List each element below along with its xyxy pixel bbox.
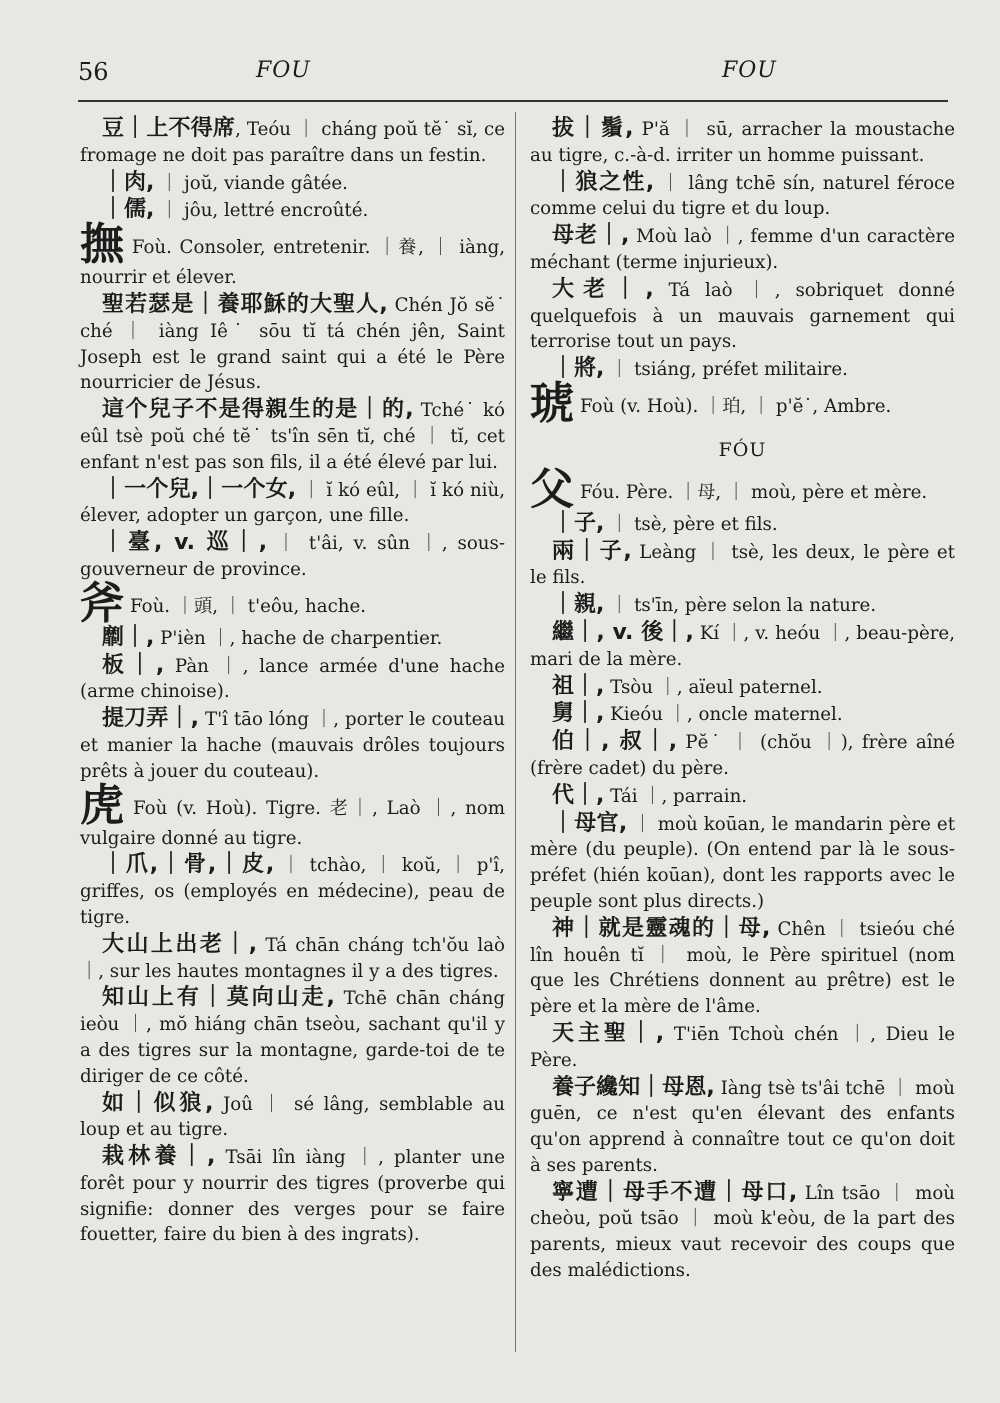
- dictionary-entry: [80, 397, 505, 475]
- entry-text: Pàn ｜, lance armée d'une hache (arme chinoise).: [80, 655, 506, 703]
- dictionary-entry: [80, 932, 505, 985]
- chinese-phrase: ｜子,: [552, 510, 605, 536]
- chinese-phrase: 伯｜, 叔｜,: [552, 729, 678, 755]
- entry-text: ｜ jôu, lettré encroûté.: [154, 200, 369, 222]
- dictionary-entry: [80, 1144, 505, 1248]
- chinese-phrase: ｜臺, v. 巡｜,: [102, 530, 268, 556]
- entry-text: Tá laò ｜, sobriquet donné quelquefois à un mauvais garnement qui terrorise tout un pays.: [530, 279, 955, 353]
- headword-entry: [530, 463, 955, 515]
- section-heading: FÓU: [718, 438, 767, 461]
- entry-text: Iàng tsè ts'âi tchē ｜ moù guēn, ce n'est qu'en élevant des enfants qu'on apprend à connaître tout ce qu'on doit à ses parents.: [530, 1077, 955, 1176]
- dictionary-entry: [530, 674, 955, 701]
- dictionary-entry: [530, 1021, 955, 1074]
- dictionary-entry: [80, 706, 505, 784]
- chinese-phrase: 大老｜,: [552, 276, 654, 302]
- dictionary-entry: [80, 625, 505, 652]
- entry-text: Foù (v. Hoù). Tigre. 老｜, Laò ｜, nom vulgaire donné au tigre.: [80, 797, 505, 849]
- chinese-phrase: 如｜似狼,: [102, 1090, 214, 1116]
- entry-text: ｜ joŭ, viande gâtée.: [154, 172, 348, 194]
- entry-text: Tá chān cháng tch'ŏu laò ｜, sur les hautes montagnes il y a des tigres.: [80, 934, 505, 982]
- entry-text: Tché˙ kó eûl tsè poŭ ché tĕ˙ ts'în sēn tĭ, ché ｜ tĭ, cet enfant n'est pas son fils, il a été élevé par lui.: [80, 400, 506, 473]
- dictionary-entry: [530, 1075, 955, 1179]
- headword-character: 琥: [530, 377, 574, 429]
- chinese-phrase: 祖｜,: [552, 673, 605, 699]
- chinese-phrase: 板｜,: [102, 652, 165, 678]
- page-header: [78, 58, 948, 98]
- dictionary-entry: [530, 539, 955, 592]
- entry-text: ｜ ts'īn, père selon la nature.: [604, 595, 877, 617]
- running-headword-right: FOU: [722, 58, 777, 83]
- dictionary-entry: [530, 1180, 955, 1284]
- dictionary-entry: [530, 592, 955, 619]
- headword-entry: [80, 219, 506, 291]
- chinese-phrase: 劘｜,: [102, 624, 155, 650]
- chinese-phrase: 知山上有｜莫向山走,: [102, 985, 335, 1011]
- dictionary-entry: [80, 116, 505, 169]
- entry-text: Pĕ˙ ｜ (chŏu ｜), frère aîné (frère cadet) du père.: [530, 732, 955, 779]
- dictionary-entry: [530, 729, 955, 782]
- entry-text: ｜ t'âi, v. sûn ｜, sous-gouverneur de province.: [80, 533, 505, 580]
- entry-text: Kí ｜, v. heóu ｜, beau-père, mari de la mère.: [530, 622, 955, 670]
- dictionary-entry: [530, 511, 955, 538]
- headword-character: 斧: [80, 577, 124, 629]
- entry-text: Kieóu ｜, oncle maternel.: [604, 704, 843, 726]
- chinese-phrase: ｜將,: [552, 356, 605, 382]
- headword-character: 父: [530, 463, 574, 515]
- chinese-phrase: 豆｜上不得席: [102, 116, 236, 141]
- chinese-phrase: 養子纔知｜母恩,: [552, 1074, 715, 1100]
- dictionary-entry: [530, 116, 955, 169]
- chinese-phrase: 拔｜鬚,: [552, 116, 634, 141]
- entry-text: ｜ tchào, ｜ koŭ, ｜ p'î, griffes, os (employés en médecine), peau de tigre.: [80, 855, 505, 928]
- chinese-phrase: 這个兒子不是得親生的是｜的,: [102, 397, 414, 423]
- dictionary-entry: [530, 356, 955, 383]
- chinese-phrase: 繼｜, v. 後｜,: [552, 619, 694, 645]
- dictionary-entry: [80, 292, 505, 396]
- entry-text: T'iēn Tchoù chén ｜, Dieu le Père.: [530, 1023, 955, 1071]
- chinese-phrase: 大山上出老｜,: [102, 931, 258, 957]
- dictionary-entry: [80, 653, 505, 706]
- entry-text: Tchē chān cháng ieòu ｜, mŏ hiáng chān tseòu, sachant qu'il y a des tigres sur la montagne, garde-toi de te diriger de ce côté.: [80, 988, 506, 1087]
- dictionary-entry: [80, 530, 505, 583]
- headword-entry: [80, 577, 505, 629]
- entry-text: Foù. Consoler, entretenir. ｜養, ｜ iàng, nourrir et élever.: [80, 237, 506, 289]
- page-number: 56: [78, 58, 109, 86]
- entry-text: Moù laò ｜, femme d'un caractère méchant (terme injurieux).: [530, 226, 956, 273]
- chinese-phrase: ｜一个兒,｜一个女,: [102, 476, 297, 502]
- left-column: [80, 116, 505, 1249]
- entry-text: Foù. ｜頭, ｜ t'eôu, hache.: [130, 595, 367, 617]
- entry-text: Tái ｜, parrain.: [604, 785, 748, 807]
- dictionary-entry: [530, 916, 955, 1020]
- dictionary-entry: [530, 811, 955, 915]
- chinese-phrase: ｜肉,: [102, 169, 155, 195]
- headword-entry: [530, 377, 955, 429]
- entry-text: ｜ tsiáng, préfet militaire.: [604, 359, 848, 381]
- dictionary-entry: [80, 985, 505, 1089]
- entry-text: Tsāi lîn iàng ｜, planter une forêt pour y nourrir des tigres (proverbe qui signifie: donner des verges pour se faire fouetter, faire du bien à des ingrats).: [80, 1147, 506, 1246]
- dictionary-entry: [80, 197, 505, 224]
- dictionary-entry: [530, 701, 955, 728]
- chinese-phrase: ｜親,: [552, 592, 605, 618]
- entry-text: P'ièn ｜, hache de charpentier.: [154, 627, 443, 649]
- dictionary-entry: [530, 783, 955, 810]
- running-headword-left: FOU: [256, 58, 311, 83]
- headword-character: 虎: [80, 779, 128, 831]
- entry-text: Fóu. Père. ｜母, ｜ moù, père et mère.: [580, 481, 928, 503]
- header-rule: [78, 100, 948, 102]
- chinese-phrase: ｜母官,: [552, 810, 628, 836]
- entry-text: Chén Jŏ sĕ˙ ché ｜ iàng Iê˙ sōu tĭ tá chén jên, Saint Joseph est le grand saint qui a été le Père nourricier de Jésus.: [80, 294, 505, 394]
- dictionary-entry: [530, 620, 955, 673]
- headword-entry: [80, 779, 505, 852]
- chinese-phrase: 聖若瑟是｜養耶穌的大聖人,: [102, 291, 388, 317]
- chinese-phrase: 神｜就是靈魂的｜母,: [552, 915, 771, 941]
- entry-text: Leàng ｜ tsè, les deux, le père et le fils.: [530, 541, 955, 589]
- entry-text: ｜ tsè, père et fils.: [604, 513, 778, 535]
- entry-text: ｜ moù koūan, le mandarin père et mère (du peuple). (On entend par là le sous-préfet (hién koūan), dont les rapports avec le peuple sont plus directs.): [530, 813, 955, 912]
- chinese-phrase: 提刀弄｜,: [102, 706, 199, 732]
- entry-text: , Teóu ｜ cháng poŭ tĕ˙ sĭ, ce fromage ne doit pas paraître dans un festin.: [80, 119, 505, 166]
- dictionary-entry: [530, 223, 955, 276]
- dictionary-entry: [80, 1091, 505, 1144]
- entry-text: P'ă ｜ sū, arracher la moustache au tigre, c.-à-d. irriter un homme puissant.: [530, 119, 955, 166]
- entry-text: Tsòu ｜, aïeul paternel.: [604, 676, 823, 698]
- chinese-phrase: 寧遭｜母手不遭｜母口,: [552, 1179, 798, 1205]
- entry-text: Foù (v. Hoù). ｜珀, ｜ p'ĕ˙, Ambre.: [580, 395, 892, 417]
- chinese-phrase: 代｜,: [552, 782, 605, 808]
- chinese-phrase: 母老｜,: [552, 223, 630, 249]
- entry-text: Lîn tsāo ｜ moù cheòu, poŭ tsāo ｜ moù k'eòu, de la part des parents, mieux vaut recevoir des coups que des malédictions.: [530, 1182, 956, 1282]
- entry-text: Joû ｜ sé lâng, semblable au loup et au tigre.: [80, 1093, 506, 1141]
- chinese-phrase: ｜狼之性,: [552, 169, 655, 195]
- dictionary-entry: [530, 277, 955, 355]
- dictionary-entry: [80, 477, 505, 530]
- chinese-phrase: ｜爪,｜骨,｜皮,: [102, 852, 275, 878]
- dictionary-entry: [80, 852, 505, 930]
- headword-character: 撫: [80, 219, 126, 271]
- chinese-phrase: 兩｜子,: [552, 538, 632, 564]
- chinese-phrase: ｜儒,: [102, 197, 155, 223]
- chinese-phrase: 栽林養｜,: [102, 1144, 216, 1170]
- column-divider: [515, 112, 516, 1352]
- right-column: [530, 116, 955, 1285]
- entry-text: Chên ｜ tsieóu ché lîn houên tĭ ｜ moù, le Père spirituel (nom que les Chrétiens donnent au prêtre) est le père et la mère de l'âme.: [530, 918, 956, 1018]
- entry-text: ｜ ĭ kó eûl, ｜ ĭ kó niù, élever, adopter un garçon, une fille.: [80, 479, 505, 527]
- chinese-phrase: 舅｜,: [552, 701, 605, 727]
- dictionary-entry: [530, 170, 955, 223]
- chinese-phrase: 天主聖｜,: [552, 1020, 665, 1046]
- entry-text: ｜ lâng tchē sín, naturel féroce comme celui du tigre et du loup.: [530, 172, 956, 220]
- dictionary-entry: [80, 170, 505, 197]
- entry-text: T'î tāo lóng ｜, porter le couteau et manier la hache (mauvais drôles toujours prêts à jouer du couteau).: [80, 709, 505, 782]
